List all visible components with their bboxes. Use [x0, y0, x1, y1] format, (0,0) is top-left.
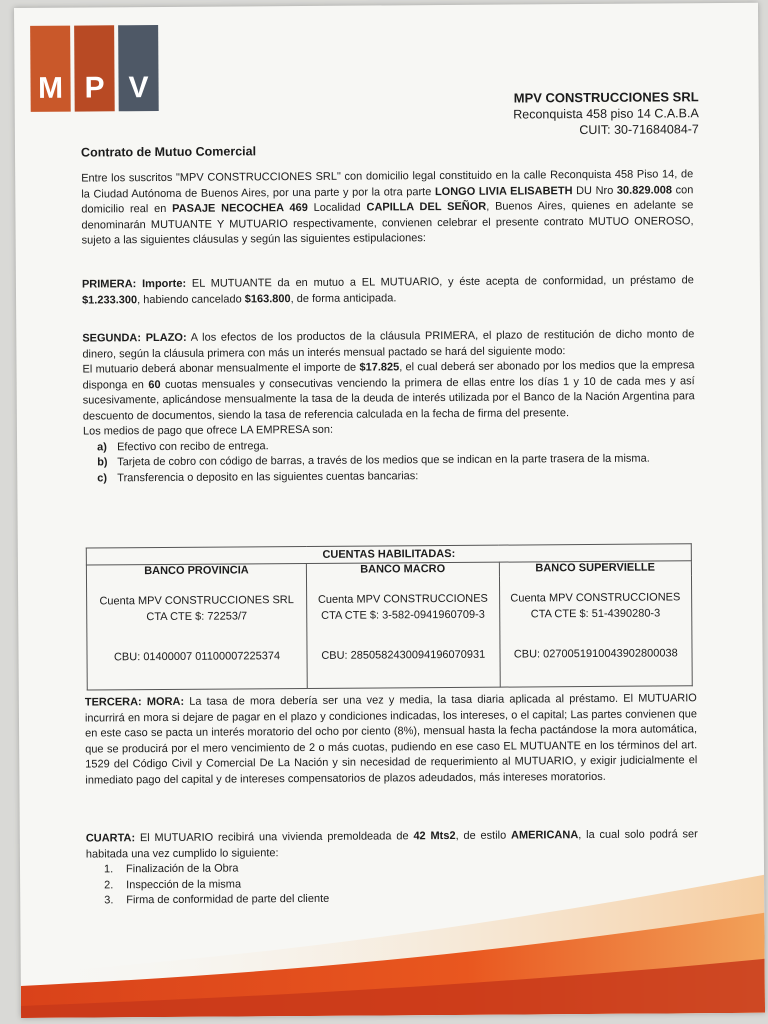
bank-cell-macro: [307, 577, 500, 689]
account-cbu: CBU: 01400007 01100007225374: [113, 650, 281, 664]
footer-swoosh: [20, 873, 765, 1018]
contract-page: [14, 3, 765, 1018]
segunda-text-2: El mutuario deberá abonar mensualmente el importe de: [82, 361, 360, 376]
list-item-marker: 2.: [104, 878, 114, 891]
account-holder: Cuenta MPV CONSTRUCCIONES: [317, 592, 488, 606]
paid-amount: $163.800: [244, 292, 291, 305]
intro-text-2: DU Nro: [572, 184, 617, 197]
list-item-text: Inspección de la misma: [126, 877, 242, 891]
cuarta-text-1: El MUTUARIO recibirá una vivienda premoldeada de: [135, 830, 414, 845]
bank-accounts-table: [86, 543, 693, 690]
document-title: Contrato de Mutuo Comercial: [80, 144, 257, 160]
list-item-marker: a): [97, 440, 107, 453]
intro-text-4: Localidad: [307, 201, 367, 214]
monthly-amount: $17.825: [359, 361, 400, 374]
cuarta-text-2: , de estilo: [455, 829, 512, 842]
clause-tercera: [85, 691, 698, 788]
list-item-marker: 1.: [103, 863, 114, 876]
borrower-street: PASAJE NECOCHEA 469: [172, 201, 308, 215]
clause-tercera-label: TERCERA: MORA:: [84, 695, 185, 709]
cuarta-text-3: , la cual solo podrá ser habitada una vez cumplido lo siguiente:: [85, 828, 698, 861]
list-item-marker: c): [97, 471, 108, 484]
clause-segunda: [82, 327, 695, 486]
intro-text-1: Entre los suscritos "MPV CONSTRUCCIONES SRL" con domicilio legal constituido en la calle Reconquista 458 Piso 14, de la Ciudad Autónoma de Buenos Aires, por una parte y por la otra parte: [81, 168, 694, 201]
clause-primera-label: PRIMERA: Importe:: [81, 277, 187, 291]
segunda-text-4: cuotas mensuales y consecutivas venciendo la primera de ellas entre los días 1 y 10 de cada mes y así sucesivamente, aplicándose mensualmente la tasa de la deuda de interés utilizada por el Banco de la Nación Argentina para descuento de documentos, siendo la tasa de referencia calculada en la fecha de firma del presente.: [82, 374, 695, 423]
bank-name-supervielle: BANCO SUPERVIELLE: [499, 561, 692, 577]
house-size: 42 Mts2: [413, 829, 456, 843]
segunda-text-1: A los efectos de los productos de la cláusula PRIMERA, el plazo de restitución de dicho monto de dinero, según la cláusula primera con más un interés mensual pactado se hará del siguiente modo:: [82, 328, 695, 361]
company-name: MPV CONSTRUCCIONES SRL: [513, 89, 699, 106]
list-item-text: Efectivo con recibo de entrega.: [117, 439, 269, 453]
account-number: CTA CTE $: 3-582-0941960709-3: [321, 608, 485, 622]
list-item-text: Finalización de la Obra: [125, 862, 239, 876]
list-item-marker: 3.: [104, 894, 114, 907]
account-holder: Cuenta MPV CONSTRUCCIONES SRL: [99, 594, 294, 608]
intro-paragraph: [81, 167, 694, 249]
list-item: [97, 467, 695, 487]
account-cbu: CBU: 0270051910043902800038: [513, 647, 678, 661]
intro-text-5: , Buenos Aires, quienes en adelante se denominarán MUTUANTE Y MUTUARIO respectivamente, convienen celebrar el presente contrato MUTUO ONEROSO, sujeto a las siguientes cláusulas y según las siguientes estipulaciones:: [81, 199, 694, 247]
list-item-text: Firma de conformidad de parte del cliente: [126, 892, 330, 907]
table-caption: CUENTAS HABILITADAS:: [86, 544, 691, 565]
tercera-text: La tasa de mora debería ser una vez y media, la tasa diaria aplicada al préstamo. El MUTUARIO incurrirá en mora si dejare de pagar en el plazo y condiciones indicadas, los intereses, o el capital; Las partes convienen que en este caso se pacta un interés moratorio del ocho por ciento (8%), mensual hasta la fecha pactándose la mora automática, que se producirá por el mero vencimiento de 2 o más cuotas, pudiendo en ese caso EL MUTUANTE en los términos del art. 1529 del Código Civil y Comercial De La Nación y sin necesidad de requerimiento al MUTUARIO, y exigir judicialmente el inmediato pago del capital y de intereses compensatorios de plazos adeudados, más intereses moratorios.: [84, 692, 698, 787]
list-item-text: Transferencia o deposito en las siguientes cuentas bancarias:: [117, 469, 419, 484]
clause-segunda-label: SEGUNDA: PLAZO:: [82, 331, 187, 345]
borrower-name: LONGO LIVIA ELISABETH: [434, 184, 573, 198]
loan-amount: $1.233.300: [81, 293, 138, 307]
bank-cell-supervielle: [499, 575, 692, 687]
company-cuit: CUIT: 30-71684084-7: [579, 122, 699, 138]
house-style: AMERICANA: [510, 829, 579, 842]
bank-name-macro: BANCO MACRO: [306, 562, 499, 578]
clause-primera: [82, 273, 694, 308]
account-cbu: CBU: 2850582430094196070931: [321, 648, 486, 662]
logo-letter-m: M: [30, 26, 71, 112]
bank-name-provincia: BANCO PROVINCIA: [86, 563, 306, 579]
primera-text-2: , habiendo cancelado: [137, 292, 245, 306]
list-item-text: Tarjeta de cobro con código de barras, a través de los medios que se indican en la parte trasera de la misma.: [117, 452, 650, 469]
payment-methods-intro: Los medios de pago que ofrece LA EMPRESA son:: [82, 423, 334, 438]
primera-text-1: EL MUTUANTE da en mutuo a EL MUTUARIO, y éste acepta de conformidad, un préstamo de: [186, 274, 694, 290]
bank-cell-provincia: [86, 578, 307, 690]
list-item-marker: b): [97, 456, 108, 469]
primera-text-3: , de forma anticipada.: [290, 291, 397, 305]
clause-cuarta-label: CUARTA:: [85, 832, 136, 845]
segunda-text-3: , el cual deberá ser abonado por los medios que la empresa disponga en: [82, 359, 695, 392]
payment-methods-list: [83, 436, 695, 487]
account-number: CTA CTE $: 72253/7: [146, 610, 248, 624]
company-address: Reconquista 458 piso 14 C.A.B.A: [513, 106, 699, 122]
account-number: CTA CTE $: 51-4390280-3: [530, 607, 661, 621]
logo-letter-p: P: [74, 25, 115, 111]
logo-letter-v: V: [118, 25, 159, 111]
account-holder: Cuenta MPV CONSTRUCCIONES: [510, 591, 681, 605]
quota-count: 60: [148, 378, 161, 391]
borrower-dni: 30.829.008: [616, 183, 672, 197]
intro-text-3: con domicilio real en: [81, 183, 694, 216]
borrower-locality: CAPILLA DEL SEÑOR: [366, 200, 487, 214]
company-header: [513, 89, 699, 138]
mpv-logo: [30, 25, 159, 112]
